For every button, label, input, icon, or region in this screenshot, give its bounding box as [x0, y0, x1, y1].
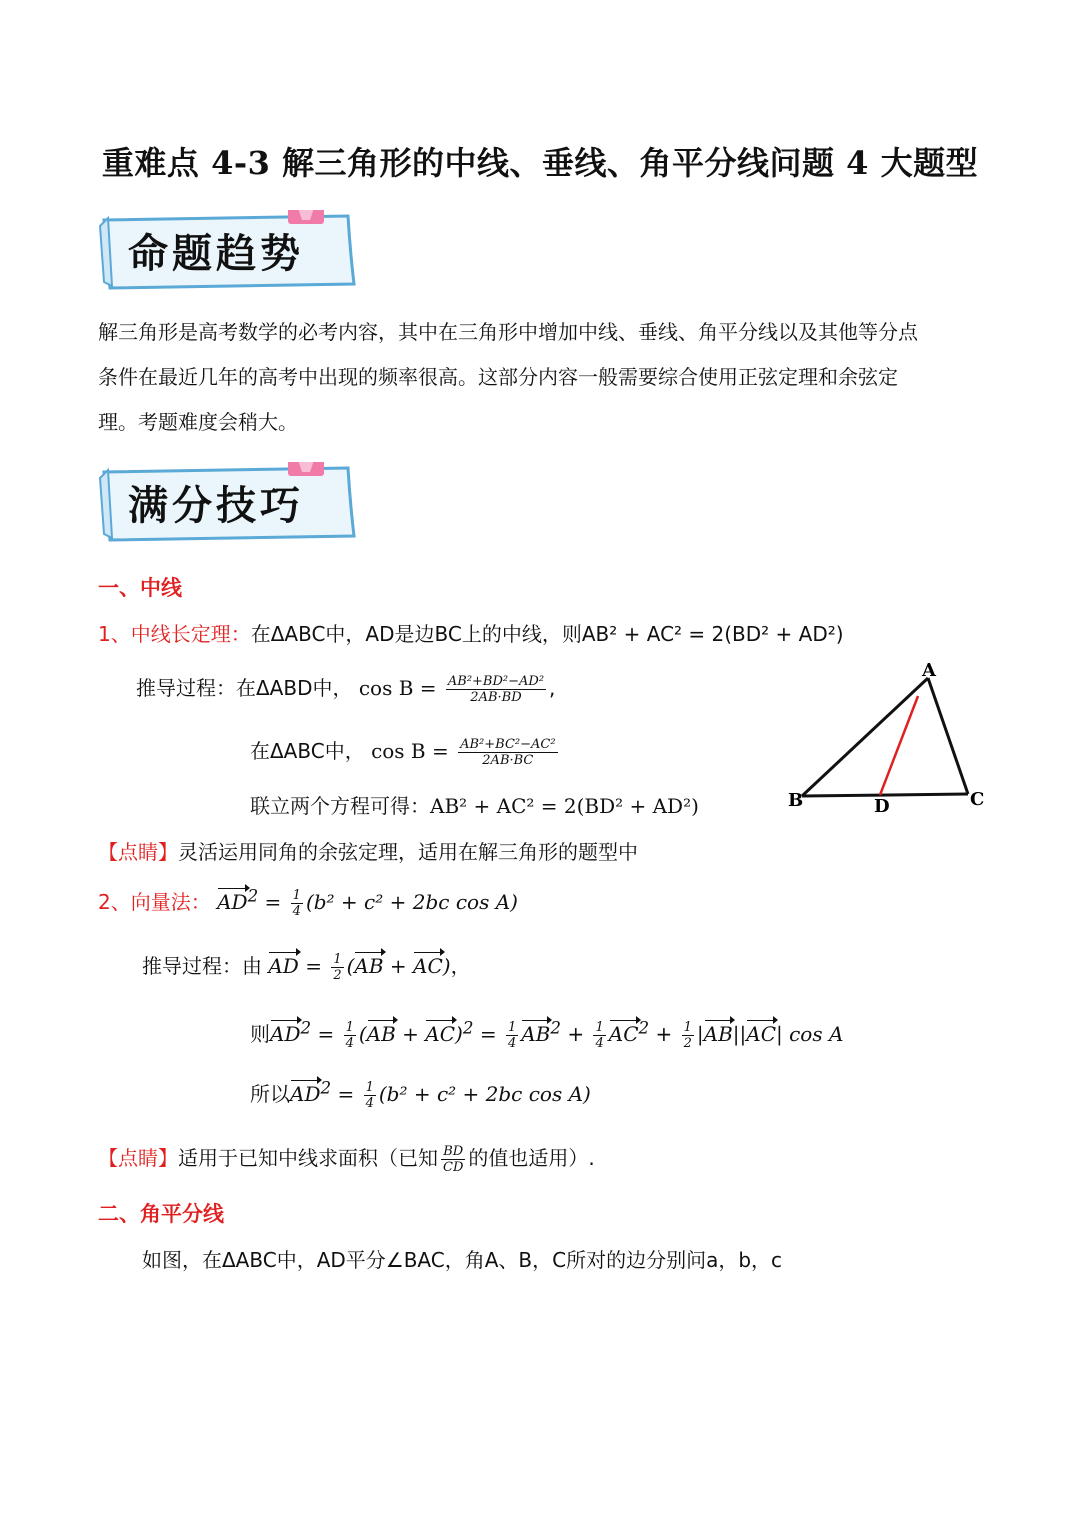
median-theorem-label: 1、中线长定理：: [98, 622, 251, 646]
derive2-then: 则: [250, 1022, 270, 1046]
cosB-1-denominator: 2AB·BD: [470, 690, 522, 705]
banner-skills: [98, 462, 356, 542]
cosB-1-numerator: AB²+BD²−AD²: [447, 674, 545, 689]
intro-line-3: 理。考题难度会稍大。: [98, 410, 298, 434]
derive2-label: 推导过程：由: [142, 954, 262, 978]
median-theorem-text: 在ΔABC中，AD是边BC上的中线，则AB² + AC² = 2(BD² + AD²): [250, 622, 844, 646]
tip-1-tag: 【点睛】: [98, 840, 178, 864]
combine-formula: AB² + AC² = 2(BD² + AD²): [430, 794, 699, 818]
section-median-heading: 一、中线: [98, 576, 182, 600]
banner-skills-label: 满分技巧: [128, 482, 304, 529]
triangle-figure: [780, 660, 1000, 820]
cosB-prefix-1: cos B =: [358, 676, 437, 700]
intro-paragraph: [98, 310, 988, 445]
tip-2-num: BD: [441, 1144, 465, 1160]
derive-label: 推导过程：在ΔABD中，: [136, 676, 353, 700]
derive2-so: 所以: [250, 1082, 290, 1106]
cosB-fraction-1: [446, 674, 546, 705]
intro-line-2: 条件在最近几年的高考中出现的频率很高。这部分内容一般需要综合使用正弦定理和余弦定: [98, 365, 898, 389]
banner-trend-label: 命题趋势: [128, 230, 304, 277]
derive2-line-3: 所以$AD^2$ = $\frac{1}{4}$ (b² + c² + 2bc cos A): [250, 1078, 591, 1111]
median-theorem-line: [98, 618, 844, 647]
vector-method-label: 2、向量法：: [98, 890, 211, 914]
tip-2-text-b: 的值也适用）.: [468, 1146, 595, 1170]
tip-2: [98, 1142, 595, 1175]
vector-method-formula: (b² + c² + 2bc cos A): [305, 890, 518, 914]
vector-method-line: 2、向量法： $AD^2$ = $\frac{1}{4}$ (b² + c² + 2bc cos A): [98, 886, 518, 919]
combine-label: 联立两个方程可得：: [250, 794, 430, 818]
cosB-2-denominator: 2AB·BC: [482, 753, 534, 768]
derive-abc-line: [250, 735, 561, 768]
cosB-2-numerator: AB²+BC²−AC²: [460, 737, 556, 752]
section-bisector-text: 如图，在ΔABC中，AD平分∠BAC，角A、B，C所对的边分别问a，b，c: [142, 1248, 783, 1272]
tip-1: [98, 836, 638, 865]
derive-abd-line: 推导过程：在ΔABD中， cos B = $\frac{\text{AB²+BD²−AD²}}{2AB\cdot BD}$ ,: [136, 674, 556, 705]
tip-2-fraction: [441, 1144, 465, 1175]
banner-trend: [98, 210, 356, 290]
section-bisector-heading: 二、角平分线: [98, 1202, 224, 1226]
median-line: [880, 696, 918, 795]
derive2-result: (b² + c² + 2bc cos A): [378, 1082, 591, 1106]
combine-line: [250, 790, 699, 819]
tip-2-den: CD: [443, 1160, 464, 1175]
intro-line-1: 解三角形是高考数学的必考内容，其中在三角形中增加中线、垂线、角平分线以及其他等分点: [98, 320, 918, 344]
derive2-line-1: 推导过程：由 AD = $\frac{1}{2}$ (AB + AC)，: [142, 952, 471, 983]
label-A: A: [922, 660, 936, 681]
derive2-line-2: 则$AD^2$ = $\frac{1}{4}$ (AB + AC)$^2$ = $\frac{1}{4}$ $AB^2$ + $\frac{1}{4}$ $AC^2$ + $\frac{1}{2}$ |AB||AC| cos A: [250, 1018, 844, 1051]
cosB-prefix-2: cos B =: [371, 739, 449, 763]
label-C: C: [970, 789, 985, 810]
cosB-fraction-2: [458, 737, 557, 768]
tip-2-text-a: 适用于已知中线求面积（已知: [178, 1146, 438, 1170]
in-abc-label: 在ΔABC中，: [250, 739, 365, 763]
tip-2-tag: 【点睛】: [98, 1146, 178, 1170]
page-title: 重难点 4-3 解三角形的中线、垂线、角平分线问题 4 大题型: [101, 144, 979, 182]
tip-1-text: 灵活运用同角的余弦定理，适用在解三角形的题型中: [178, 840, 638, 864]
label-B: B: [788, 790, 804, 811]
label-D: D: [874, 796, 890, 817]
